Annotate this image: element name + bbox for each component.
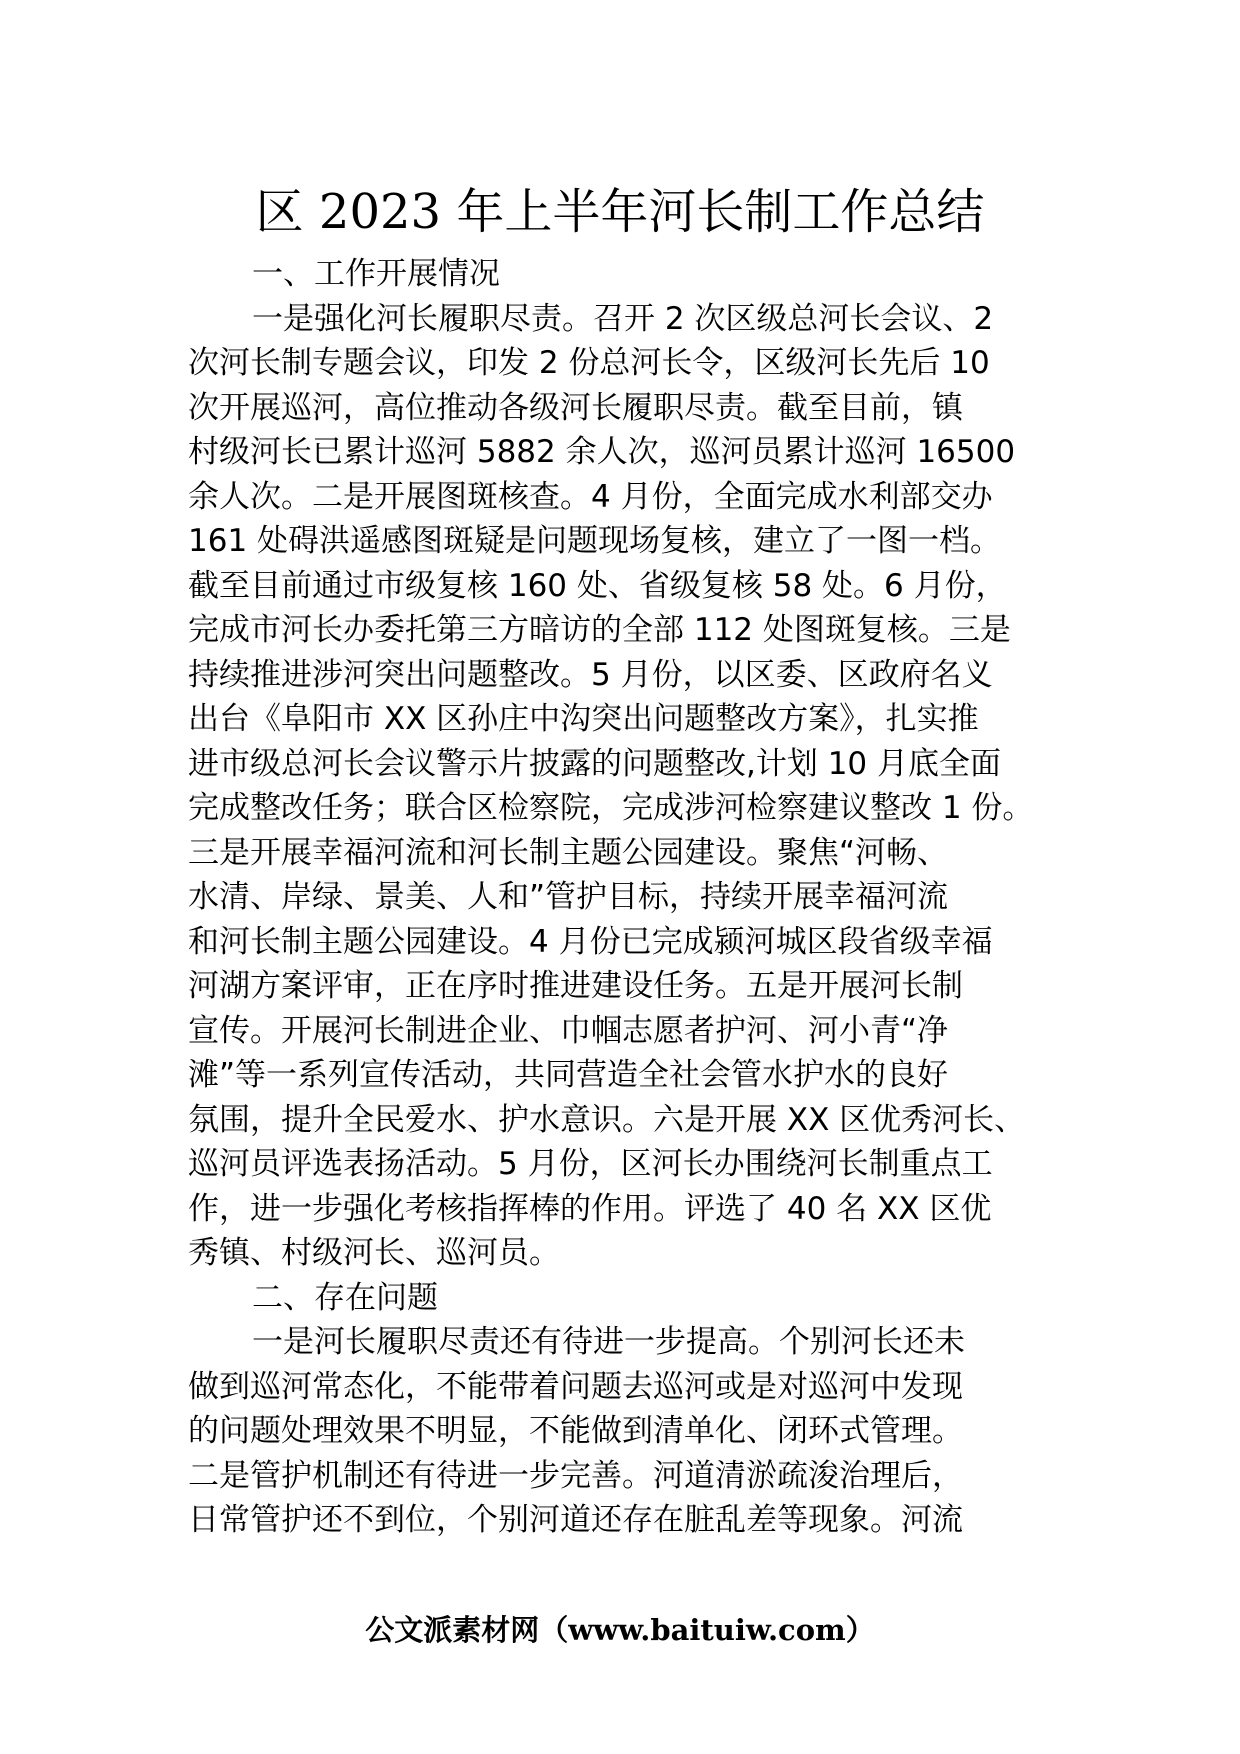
paragraph-line: 水清、岸绿、景美、人和”管护目标，持续开展幸福河流 bbox=[188, 879, 949, 915]
paragraph-line: 次开展巡河，高位推动各级河长履职尽责。截至目前，镇 bbox=[188, 389, 963, 426]
paragraph-line: 和河长制主题公园建设。4 月份已完成颍河城区段省级幸福 bbox=[188, 923, 993, 960]
document-body bbox=[188, 252, 1054, 1543]
paragraph-line: 出台《阜阳市 XX 区孙庄中沟突出问题整改方案》，扎实推 bbox=[188, 701, 979, 737]
paragraph-line: 完成整改任务；联合区检察院，完成涉河检察建议整改 1 份。 bbox=[188, 790, 1034, 826]
paragraph-line: 进市级总河长会议警示片披露的问题整改,计划 10 月底全面 bbox=[188, 745, 1002, 782]
paragraph-line: 161 处碍洪遥感图斑疑是问题现场复核，建立了一图一档。 bbox=[188, 523, 1002, 559]
paragraph-line: 滩”等一系列宣传活动，共同营造全社会管水护水的良好 bbox=[188, 1057, 949, 1093]
paragraph-line: 一是河长履职尽责还有待进一步提高。个别河长还未 bbox=[252, 1324, 965, 1360]
paragraph-line: 氛围，提升全民爱水、护水意识。六是开展 XX 区优秀河长、 bbox=[188, 1101, 1026, 1138]
document-title: 区 2023 年上半年河长制工作总结 bbox=[255, 184, 985, 240]
footer-watermark: 公文派素材网（www.baituiw.com） bbox=[365, 1613, 875, 1647]
paragraph-line: 巡河员评选表扬活动。5 月份，区河长办围绕河长制重点工 bbox=[188, 1146, 993, 1182]
paragraph-line: 河湖方案评审，正在序时推进建设任务。五是开展河长制 bbox=[188, 968, 963, 1004]
paragraph-line: 一是强化河长履职尽责。召开 2 次区级总河长会议、2 bbox=[252, 300, 994, 337]
paragraph-line: 三是开展幸福河流和河长制主题公园建设。聚焦“河畅、 bbox=[188, 834, 949, 871]
paragraph-line: 作，进一步强化考核指挥棒的作用。评选了 40 名 XX 区优 bbox=[188, 1190, 992, 1227]
section-heading-2: 二、存在问题 bbox=[252, 1279, 438, 1316]
paragraph-line: 做到巡河常态化，不能带着问题去巡河或是对巡河中发现 bbox=[188, 1368, 963, 1405]
paragraph-line: 二是管护机制还有待进一步完善。河道清淤疏浚治理后， bbox=[188, 1457, 963, 1494]
paragraph-line: 次河长制专题会议，印发 2 份总河长令，区级河长先后 10 bbox=[188, 345, 990, 381]
paragraph-line: 秀镇、村级河长、巡河员。 bbox=[188, 1235, 560, 1271]
paragraph-line: 持续推进涉河突出问题整改。5 月份，以区委、区政府名义 bbox=[188, 656, 993, 693]
paragraph-line: 日常管护还不到位，个别河道还存在脏乱差等现象。河流 bbox=[188, 1502, 963, 1538]
paragraph-line: 完成市河长办委托第三方暗访的全部 112 处图斑复核。三是 bbox=[188, 612, 1011, 648]
paragraph-line: 村级河长已累计巡河 5882 余人次，巡河员累计巡河 16500 bbox=[188, 434, 1016, 470]
paragraph-line: 截至目前通过市级复核 160 处、省级复核 58 处。6 月份， bbox=[188, 567, 1007, 604]
paragraph-line: 的问题处理效果不明显，不能做到清单化、闭环式管理。 bbox=[188, 1413, 963, 1449]
paragraph-line: 余人次。二是开展图斑核查。4 月份，全面完成水利部交办 bbox=[188, 478, 993, 515]
paragraph-line: 宣传。开展河长制进企业、巾帼志愿者护河、河小青“净 bbox=[188, 1012, 949, 1049]
section-heading-1: 一、工作开展情况 bbox=[252, 256, 500, 292]
